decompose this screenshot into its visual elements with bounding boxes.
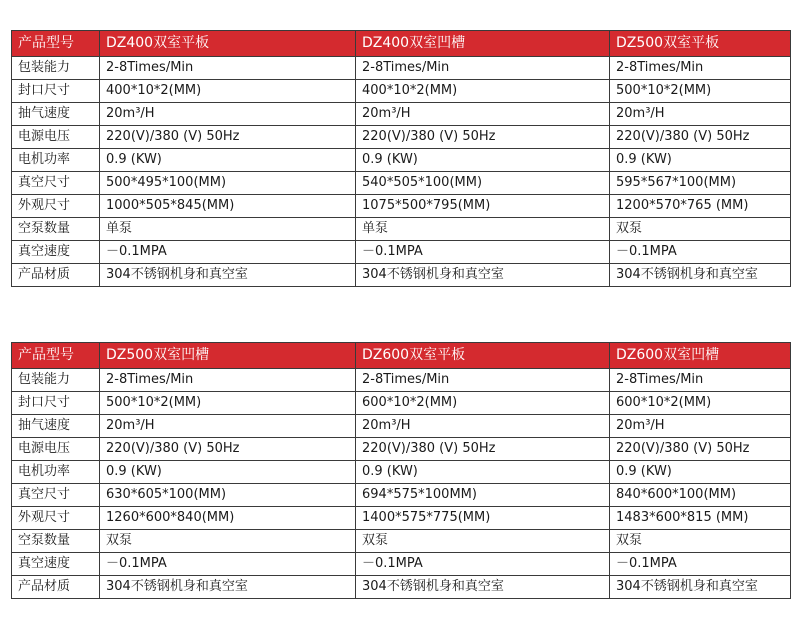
spec-value-cell: 2-8Times/Min [610, 369, 791, 392]
table-row [12, 576, 791, 599]
table-row [12, 172, 791, 195]
row-label-cell: 真空速度 [12, 241, 100, 264]
row-label-cell: 空泵数量 [12, 530, 100, 553]
spec-value-cell: 20m³/H [610, 103, 791, 126]
table-row [12, 438, 791, 461]
table-row [12, 415, 791, 438]
spec-value-cell: 20m³/H [356, 415, 610, 438]
model-name-cell: DZ600双室平板 [356, 343, 610, 369]
spec-value-cell: 304不锈钢机身和真空室 [100, 576, 356, 599]
spec-value-cell: 2-8Times/Min [356, 369, 610, 392]
spec-value-cell: －0.1MPA [610, 553, 791, 576]
spec-value-cell: 500*10*2(MM) [610, 80, 791, 103]
spec-value-cell: 600*10*2(MM) [356, 392, 610, 415]
spec-value-cell: 220(V)/380 (V) 50Hz [610, 438, 791, 461]
spec-value-cell: 0.9 (KW) [356, 149, 610, 172]
spec-value-cell: 双泵 [610, 530, 791, 553]
spec-value-cell: 304不锈钢机身和真空室 [356, 576, 610, 599]
table-row [12, 553, 791, 576]
row-label-cell: 真空尺寸 [12, 484, 100, 507]
row-label-cell: 包装能力 [12, 57, 100, 80]
spec-value-cell: 0.9 (KW) [100, 461, 356, 484]
spec-value-cell: 2-8Times/Min [100, 369, 356, 392]
spec-table-1 [11, 30, 791, 287]
spec-value-cell: 1075*500*795(MM) [356, 195, 610, 218]
table-row [12, 195, 791, 218]
spec-value-cell: 20m³/H [100, 103, 356, 126]
row-label-cell: 电机功率 [12, 149, 100, 172]
table-row [12, 126, 791, 149]
row-label-cell: 包装能力 [12, 369, 100, 392]
row-label-cell: 封口尺寸 [12, 392, 100, 415]
spec-value-cell: 20m³/H [356, 103, 610, 126]
spec-value-cell: 630*605*100(MM) [100, 484, 356, 507]
spec-value-cell: －0.1MPA [356, 553, 610, 576]
model-name-cell: DZ600双室凹槽 [610, 343, 791, 369]
spec-value-cell: 1200*570*765 (MM) [610, 195, 791, 218]
spec-value-cell: 2-8Times/Min [610, 57, 791, 80]
row-label-cell: 产品材质 [12, 576, 100, 599]
table-row [12, 369, 791, 392]
spec-value-cell: 304不锈钢机身和真空室 [610, 576, 791, 599]
spec-value-cell: 540*505*100(MM) [356, 172, 610, 195]
model-name-cell: DZ400双室平板 [100, 31, 356, 57]
row-label-cell: 抽气速度 [12, 415, 100, 438]
model-name-cell: DZ500双室平板 [610, 31, 791, 57]
row-label-cell: 封口尺寸 [12, 80, 100, 103]
spec-value-cell: 220(V)/380 (V) 50Hz [356, 438, 610, 461]
spec-value-cell: 304不锈钢机身和真空室 [356, 264, 610, 287]
row-label-cell: 外观尺寸 [12, 195, 100, 218]
spec-value-cell: 694*575*100MM) [356, 484, 610, 507]
table-row [12, 507, 791, 530]
spec-table-2-body [12, 343, 791, 599]
spec-value-cell: 2-8Times/Min [100, 57, 356, 80]
spec-value-cell: 单泵 [100, 218, 356, 241]
spec-value-cell: 500*495*100(MM) [100, 172, 356, 195]
spec-table-2 [11, 342, 791, 599]
table-row [12, 218, 791, 241]
spec-value-cell: 0.9 (KW) [100, 149, 356, 172]
spec-value-cell: 220(V)/380 (V) 50Hz [356, 126, 610, 149]
spec-value-cell: 20m³/H [610, 415, 791, 438]
table-row [12, 392, 791, 415]
table-row [12, 80, 791, 103]
row-label-cell: 外观尺寸 [12, 507, 100, 530]
model-name-cell: DZ500双室凹槽 [100, 343, 356, 369]
row-label-cell: 电源电压 [12, 126, 100, 149]
spec-value-cell: 2-8Times/Min [356, 57, 610, 80]
spec-value-cell: 220(V)/380 (V) 50Hz [610, 126, 791, 149]
spec-value-cell: 840*600*100(MM) [610, 484, 791, 507]
spec-value-cell: －0.1MPA [610, 241, 791, 264]
spec-value-cell: 1260*600*840(MM) [100, 507, 356, 530]
spec-value-cell: 单泵 [356, 218, 610, 241]
spec-value-cell: －0.1MPA [100, 241, 356, 264]
row-label-cell: 真空速度 [12, 553, 100, 576]
spec-value-cell: 双泵 [610, 218, 791, 241]
spec-value-cell: 0.9 (KW) [610, 461, 791, 484]
table-row [12, 103, 791, 126]
table-row [12, 484, 791, 507]
table-row [12, 149, 791, 172]
spec-value-cell: 304不锈钢机身和真空室 [610, 264, 791, 287]
spec-value-cell: 500*10*2(MM) [100, 392, 356, 415]
spec-value-cell: 20m³/H [100, 415, 356, 438]
table-header-row [12, 343, 791, 369]
spec-value-cell: 1400*575*775(MM) [356, 507, 610, 530]
row-label-cell: 空泵数量 [12, 218, 100, 241]
spec-value-cell: 双泵 [100, 530, 356, 553]
header-label-cell: 产品型号 [12, 343, 100, 369]
header-label-cell: 产品型号 [12, 31, 100, 57]
table-header-row [12, 31, 791, 57]
spec-value-cell: 0.9 (KW) [356, 461, 610, 484]
table-row [12, 530, 791, 553]
table-row [12, 57, 791, 80]
spec-value-cell: －0.1MPA [356, 241, 610, 264]
row-label-cell: 产品材质 [12, 264, 100, 287]
spec-table-1-body [12, 31, 791, 287]
row-label-cell: 电机功率 [12, 461, 100, 484]
spec-value-cell: 双泵 [356, 530, 610, 553]
spec-value-cell: 1000*505*845(MM) [100, 195, 356, 218]
table-row [12, 241, 791, 264]
spec-value-cell: 220(V)/380 (V) 50Hz [100, 126, 356, 149]
spec-value-cell: 220(V)/380 (V) 50Hz [100, 438, 356, 461]
spec-value-cell: 400*10*2(MM) [356, 80, 610, 103]
spec-value-cell: 1483*600*815 (MM) [610, 507, 791, 530]
spec-value-cell: 600*10*2(MM) [610, 392, 791, 415]
spec-value-cell: 595*567*100(MM) [610, 172, 791, 195]
spec-value-cell: 400*10*2(MM) [100, 80, 356, 103]
row-label-cell: 抽气速度 [12, 103, 100, 126]
spec-value-cell: －0.1MPA [100, 553, 356, 576]
model-name-cell: DZ400双室凹槽 [356, 31, 610, 57]
table-row [12, 461, 791, 484]
spec-value-cell: 0.9 (KW) [610, 149, 791, 172]
spec-value-cell: 304不锈钢机身和真空室 [100, 264, 356, 287]
row-label-cell: 真空尺寸 [12, 172, 100, 195]
row-label-cell: 电源电压 [12, 438, 100, 461]
table-row [12, 264, 791, 287]
